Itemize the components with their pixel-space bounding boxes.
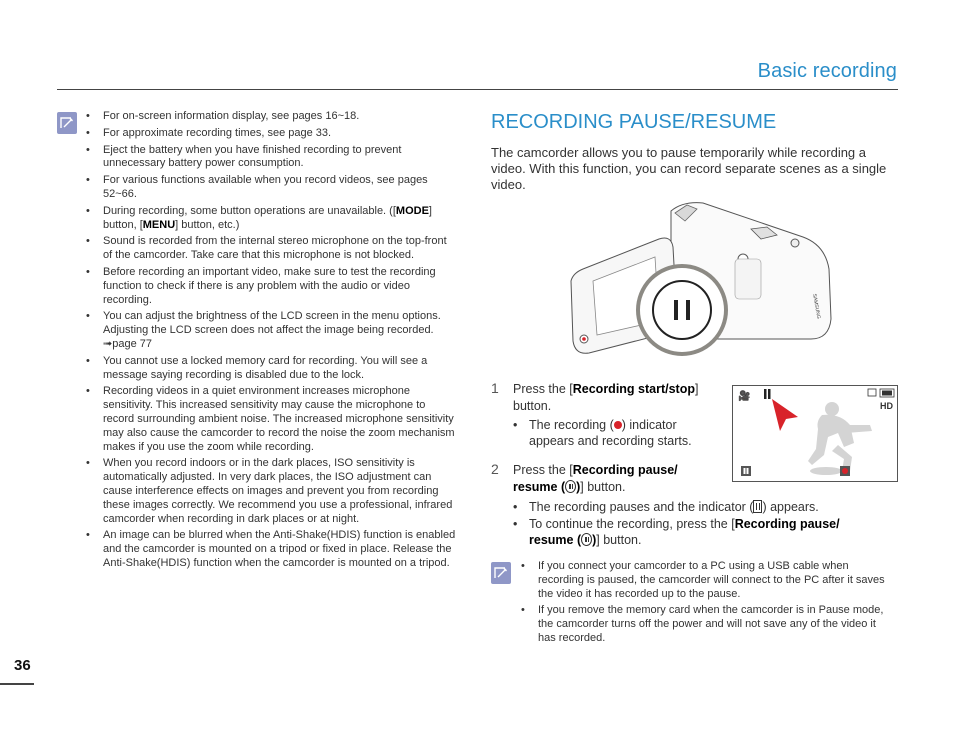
pause-indicator-icon — [753, 500, 762, 513]
svg-text:SAMSUNG: SAMSUNG — [811, 293, 822, 320]
list-item: • During recording, some button operations are unavailable. ([MODE] button, [MENU] button, etc.) — [86, 205, 456, 233]
list-item: • To continue the recording, press the [Recording pause/ resume ( )] button. — [513, 516, 883, 548]
list-item: • For various functions available when you record videos, see pages 52~66. — [86, 174, 456, 202]
camcorder-illustration — [563, 199, 838, 361]
step-number: 2 — [491, 461, 499, 477]
list-item: • An image can be blurred when the Anti-Shake(HDIS) function is enabled and the camcorder is mounted on a tripod or fixed in place. Release the Anti-Shake(HDIS) function when the camcorder is mounted on a tripod. — [86, 529, 456, 570]
list-item: • Recording videos in a quiet environment increases microphone sensitivity. This increased sensitivity may cause the microphone to record surrounding ambient noise. The increased microphone sensitivity may also cause the camcorder to record the noise the zoom mechanism makes if you use the zoom while recording. — [86, 385, 456, 454]
list-item: • When you record indoors or in the dark places, ISO sensitivity is automatically adjusted. In very dark places, the ISO adjustment can cause interference effects on images and prevent you from recording these images correctly. We recommend you use a professional, infrared camcorder when recording in dark places or at night. — [86, 457, 456, 526]
list-item: • The recording pauses and the indicator ( ) appears. — [513, 499, 883, 515]
pause-resume-icon — [581, 533, 592, 546]
list-item: • For on-screen information display, see pages 16~18. — [86, 110, 456, 124]
header-divider — [57, 89, 898, 90]
section-title: RECORDING PAUSE/RESUME — [491, 111, 777, 133]
svg-text:🎥: 🎥 — [738, 391, 751, 402]
note-icon — [57, 112, 77, 134]
step-2-text: Press the [Recording pause/ resume ( )] button. — [513, 463, 678, 494]
page-ref-arrow-icon: ➟ — [103, 337, 113, 350]
note-icon — [491, 562, 511, 584]
list-item: • You cannot use a locked memory card for recording. You will see a message saying recording is disabled due to the lock. — [86, 355, 456, 383]
list-item: • You can adjust the brightness of the LCD screen in the menu options. Adjusting the LCD screen does not affect the image being recorded. ➟page 77 — [86, 310, 456, 351]
list-item: • Eject the battery when you have finished recording to prevent unnecessary battery power consumption. — [86, 144, 456, 172]
step-1-sublist — [513, 417, 718, 450]
list-item: • Before recording an important video, make sure to test the recording function to check if there is any problem with the audio or video recording. — [86, 266, 456, 307]
section-intro: The camcorder allows you to pause temporarily while recording a video. With this function, you can record separate scenes as a single video. — [491, 145, 887, 192]
page-number-rule — [0, 683, 34, 685]
step-number: 1 — [491, 380, 499, 396]
right-notes-list — [521, 560, 896, 649]
page-ref-link[interactable]: page 77 — [112, 337, 152, 350]
list-item: • For approximate recording times, see page 33. — [86, 127, 456, 141]
page-number: 36 — [14, 657, 31, 674]
list-item: • The recording ( ) indicator appears and recording starts. — [513, 417, 718, 449]
step-2-sublist — [513, 499, 883, 549]
list-item: • If you remove the memory card when the camcorder is in Pause mode, the camcorder turns off the power and will not save any of the video it has recorded. — [521, 604, 896, 645]
step-1-text: Press the [Recording start/stop] button. — [513, 382, 699, 413]
lcd-screen-illustration — [732, 385, 898, 482]
svg-text:HD: HD — [880, 401, 893, 411]
left-notes-list — [86, 110, 456, 574]
pause-resume-icon — [565, 480, 576, 493]
list-item: • Sound is recorded from the internal stereo microphone on the top-front of the camcorder. Take care that this microphone is not blocked. — [86, 235, 456, 263]
page-header-title: Basic recording — [757, 60, 897, 82]
record-indicator-icon — [614, 421, 622, 429]
list-item: • If you connect your camcorder to a PC using a USB cable when recording is paused, the camcorder will connect to the PC after it saves the video it has recorded up to the pause. — [521, 560, 896, 601]
